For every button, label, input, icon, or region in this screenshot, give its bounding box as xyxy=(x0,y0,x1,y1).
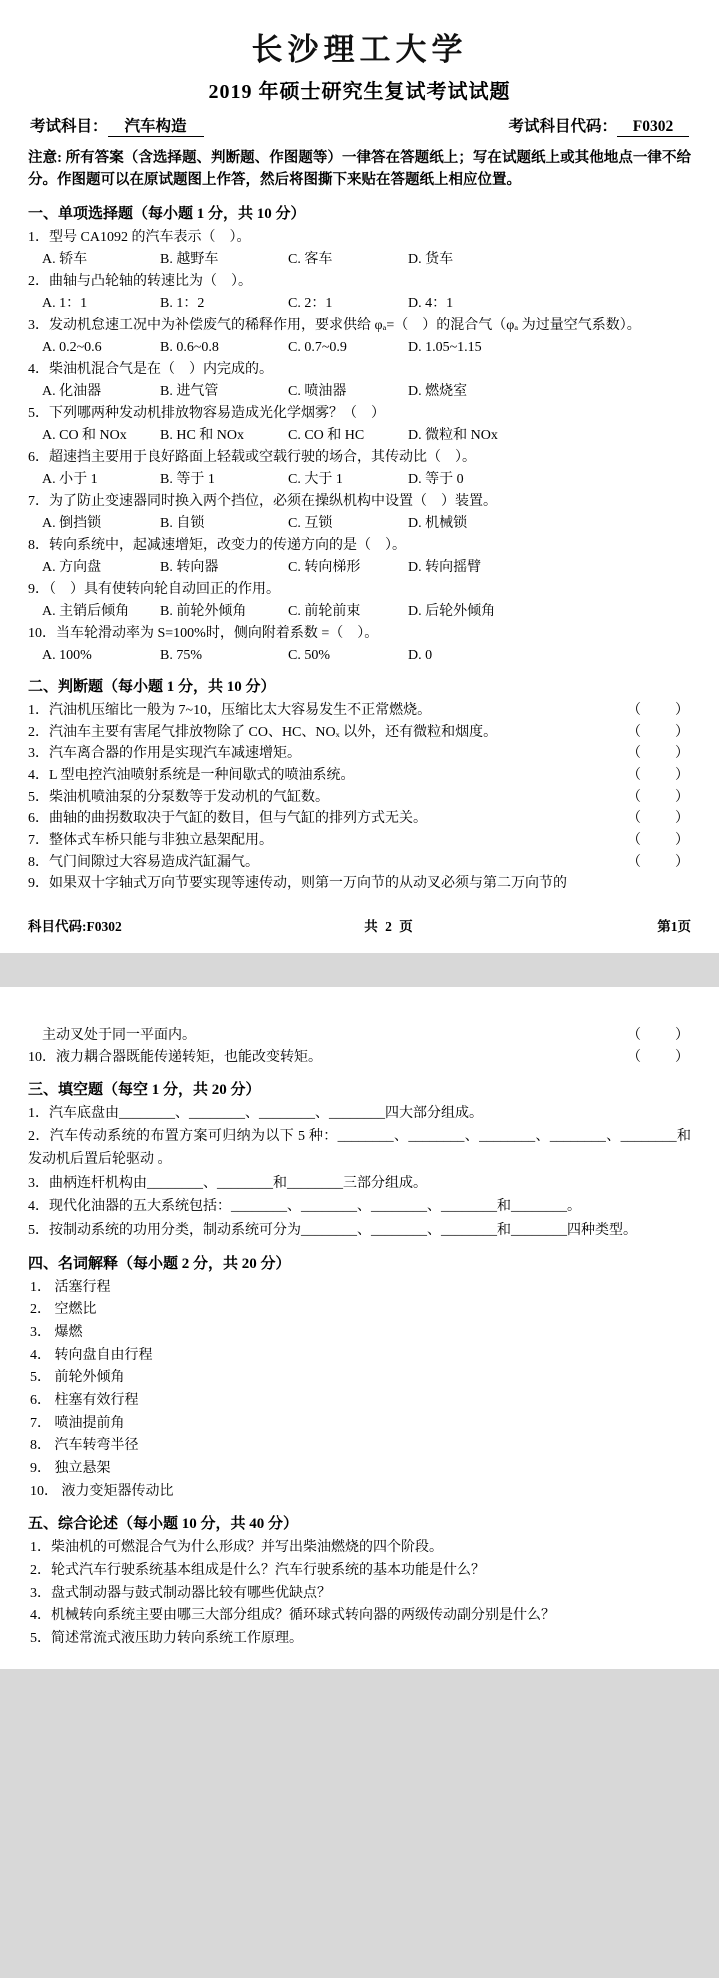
tf-answer-box: （ ） xyxy=(627,833,691,849)
term-item: 7． 喷油提前角 xyxy=(30,1415,125,1431)
section-3-title: 三、填空题（每空 1 分，共 20 分） xyxy=(28,1081,261,1098)
code-value: F0302 xyxy=(617,118,689,137)
tf-text: 5．柴油机喷油泵的分泵数等于发动机的气缸数。 xyxy=(28,789,329,805)
option-c: C. 前轮前束 xyxy=(288,603,361,619)
mcq-item xyxy=(28,535,691,578)
tf-item xyxy=(28,852,691,874)
subject-row xyxy=(30,114,689,137)
option-a: A. 轿车 xyxy=(42,251,88,267)
question-stem: 7．为了防止变速器同时换入两个挡位，必须在操纵机构中设置（ ）装置。 xyxy=(28,493,497,509)
term-item: 3． 爆燃 xyxy=(30,1324,83,1340)
tf-text: 9．如果双十字轴式万向节要实现等速传动，则第一万向节的从动叉必须与第二万向节的 xyxy=(28,876,567,892)
option-b: B. HC 和 NOx xyxy=(160,427,245,443)
option-row xyxy=(42,601,691,622)
tf-answer-box: （ ） xyxy=(627,1049,691,1065)
option-b: B. 自锁 xyxy=(160,515,205,531)
subject-value: 汽车构造 xyxy=(108,114,204,137)
tf-text: 7．整体式车桥只能与非独立悬架配用。 xyxy=(28,833,273,849)
option-d: D. 等于 0 xyxy=(408,471,464,487)
mcq-list xyxy=(28,227,691,666)
section-4-title: 四、名词解释（每小题 2 分，共 20 分） xyxy=(28,1255,291,1272)
mcq-item xyxy=(28,623,691,666)
term-item: 5． 前轮外倾角 xyxy=(30,1370,125,1386)
exam-page-2 xyxy=(0,987,719,1668)
tf-item xyxy=(28,873,691,895)
option-b: B. 75% xyxy=(160,647,202,663)
page-footer xyxy=(28,909,691,935)
option-a: A. 1：1 xyxy=(42,295,88,311)
mcq-item xyxy=(28,447,691,490)
option-c: C. 互锁 xyxy=(288,515,333,531)
question-stem: 8．转向系统中，起减速增矩，改变力的传递方向的是（ ）。 xyxy=(28,537,406,553)
term-item: 2． 空燃比 xyxy=(30,1302,97,1318)
fill-item: 5．按制动系统的功用分类，制动系统可分为________、________、________和________四种类型。 xyxy=(28,1222,637,1238)
question-stem: 1．型号 CA1092 的汽车表示（ ）。 xyxy=(28,229,251,245)
option-a: A. 倒挡锁 xyxy=(42,515,102,531)
section-1-title: 一、单项选择题（每小题 1 分，共 10 分） xyxy=(28,205,306,222)
option-a: A. 100% xyxy=(42,647,92,663)
question-stem: 6．超速挡主要用于良好路面上轻载或空载行驶的场合，其传动比（ ）。 xyxy=(28,449,476,465)
page-separator xyxy=(0,953,719,987)
essay-item: 2．轮式汽车行驶系统基本组成是什么？汽车行驶系统的基本功能是什么？ xyxy=(30,1562,485,1578)
mcq-item xyxy=(28,359,691,402)
option-b: B. 等于 1 xyxy=(160,471,215,487)
term-item: 9． 独立悬架 xyxy=(30,1460,111,1476)
tf-answer-box: （ ） xyxy=(627,1028,691,1044)
option-a: A. CO 和 NOx xyxy=(42,427,127,443)
university-name: 长沙理工大学 xyxy=(251,32,468,68)
essay-list xyxy=(28,1537,691,1650)
option-a: A. 化油器 xyxy=(42,383,102,399)
tf-item xyxy=(28,1047,691,1069)
option-row xyxy=(42,337,691,358)
option-c: C. 0.7~0.9 xyxy=(288,339,347,355)
option-d: D. 4：1 xyxy=(408,295,454,311)
essay-item: 3．盘式制动器与鼓式制动器比较有哪些优缺点？ xyxy=(30,1585,331,1601)
option-b: B. 前轮外倾角 xyxy=(160,603,247,619)
mcq-item xyxy=(28,403,691,446)
tf-item xyxy=(28,700,691,722)
option-row xyxy=(42,469,691,490)
tf-text: 1．汽油机压缩比一般为 7~10，压缩比太大容易发生不正常燃烧。 xyxy=(28,702,432,718)
option-a: A. 方向盘 xyxy=(42,559,102,575)
tf-text: 2．汽油车主要有害尾气排放物除了 CO、HC、NOₓ 以外，还有微粒和烟度。 xyxy=(28,724,498,740)
question-stem: 4．柴油机混合气是在（ ）内完成的。 xyxy=(28,361,273,377)
tf-continuation-text: 主动叉处于同一平面内。 xyxy=(42,1028,196,1044)
option-d: D. 0 xyxy=(408,647,433,663)
code-label: 考试科目代码： xyxy=(508,118,617,135)
footer-total-pages: 共 2 页 xyxy=(364,919,415,935)
option-d: D. 转向摇臂 xyxy=(408,559,482,575)
mcq-item xyxy=(28,579,691,622)
tf-item xyxy=(28,787,691,809)
option-b: B. 越野车 xyxy=(160,251,219,267)
option-row xyxy=(42,557,691,578)
option-d: D. 微粒和 NOx xyxy=(408,427,498,443)
option-c: C. 大于 1 xyxy=(288,471,343,487)
section-5-title: 五、综合论述（每小题 10 分，共 40 分） xyxy=(28,1516,299,1533)
fill-blank-list xyxy=(28,1103,691,1243)
term-item: 4． 转向盘自由行程 xyxy=(30,1347,153,1363)
mcq-item xyxy=(28,227,691,270)
term-item: 10． 液力变矩器传动比 xyxy=(30,1483,174,1499)
tf-answer-box: （ ） xyxy=(627,702,691,718)
section-2-title: 二、判断题（每小题 1 分，共 10 分） xyxy=(28,678,276,695)
mcq-item xyxy=(28,315,691,358)
essay-item: 4．机械转向系统主要由哪三大部分组成？循环球式转向器的两级传动副分别是什么？ xyxy=(30,1608,555,1624)
option-c: C. 转向梯形 xyxy=(288,559,361,575)
option-row xyxy=(42,645,691,666)
tf-answer-box: （ ） xyxy=(627,789,691,805)
question-stem: 3．发动机怠速工况中为补偿废气的稀释作用，要求供给 φₐ=（ ）的混合气（φₐ 为过量空气系数）。 xyxy=(28,317,641,333)
fill-item: 4．现代化油器的五大系统包括：________、________、________、________和________。 xyxy=(28,1199,581,1215)
tf-text: 4．L 型电控汽油喷射系统是一种间歇式的喷油系统。 xyxy=(28,768,355,783)
option-c: C. 喷油器 xyxy=(288,383,347,399)
tf-text: 10．液力耦合器既能传递转矩，也能改变转矩。 xyxy=(28,1049,322,1065)
tf-text: 8．气门间隙过大容易造成汽缸漏气。 xyxy=(28,854,259,870)
notice-text: 注意: 所有答案（含选择题、判断题、作图题等）一律答在答题纸上；写在试题纸上或其他地点一律不给分。作图题可以在原试题图上作答，然后将图撕下来贴在答题纸上相应位置。 xyxy=(28,150,691,189)
tf-item xyxy=(28,808,691,830)
essay-item: 5．简述常流式液压助力转向系统工作原理。 xyxy=(30,1630,303,1646)
option-row xyxy=(42,381,691,402)
true-false-list xyxy=(28,700,691,895)
code-field xyxy=(508,114,689,137)
option-a: A. 主销后倾角 xyxy=(42,603,130,619)
option-d: D. 机械锁 xyxy=(408,515,468,531)
option-row xyxy=(42,249,691,270)
question-stem: 9．（ ）具有使转向轮自动回正的作用。 xyxy=(28,581,280,597)
option-b: B. 0.6~0.8 xyxy=(160,339,219,355)
option-row xyxy=(42,513,691,534)
tf-text: 6．曲轴的曲拐数取决于气缸的数目，但与气缸的排列方式无关。 xyxy=(28,811,427,827)
option-c: C. 50% xyxy=(288,647,330,663)
tf-item xyxy=(28,722,691,744)
tf-item xyxy=(28,765,691,787)
option-b: B. 进气管 xyxy=(160,383,219,399)
term-list xyxy=(28,1277,691,1504)
subject-field xyxy=(30,114,204,137)
option-d: D. 货车 xyxy=(408,251,454,267)
option-b: B. 转向器 xyxy=(160,559,219,575)
mcq-item xyxy=(28,491,691,534)
fill-item: 2．汽车传动系统的布置方案可归纳为以下 5 种：________、________、________、________、________和发动机后置后轮驱动 。 xyxy=(28,1129,691,1167)
tf-answer-box: （ ） xyxy=(627,768,691,783)
fill-item: 3．曲柄连杆机构由________、________和________三部分组成。 xyxy=(28,1175,427,1191)
tf-answer-box: （ ） xyxy=(627,724,691,740)
option-d: D. 后轮外倾角 xyxy=(408,603,496,619)
mcq-item xyxy=(28,271,691,314)
question-stem: 5．下列哪两种发动机排放物容易造成光化学烟雾？（ ） xyxy=(28,405,385,421)
footer-page-number: 第1页 xyxy=(657,919,691,935)
page-title: 2019 年硕士研究生复试考试试题 xyxy=(208,81,511,103)
tf-answer-box: （ ） xyxy=(627,746,691,762)
option-a: A. 0.2~0.6 xyxy=(42,339,102,355)
tf-text: 3．汽车离合器的作用是实现汽车减速增矩。 xyxy=(28,746,301,762)
exam-page-1 xyxy=(0,0,719,953)
option-row xyxy=(42,425,691,446)
question-stem: 2．曲轴与凸轮轴的转速比为（ ）。 xyxy=(28,273,252,289)
term-item: 8． 汽车转弯半径 xyxy=(30,1438,139,1454)
tf-item xyxy=(28,743,691,765)
option-c: C. CO 和 HC xyxy=(288,427,365,443)
tf-answer-box: （ ） xyxy=(627,811,691,827)
option-d: D. 1.05~1.15 xyxy=(408,339,482,355)
option-c: C. 2：1 xyxy=(288,295,333,311)
tf-answer-box: （ ） xyxy=(627,854,691,870)
fill-item: 1．汽车底盘由________、________、________、________四大部分组成。 xyxy=(28,1105,483,1121)
subject-label: 考试科目： xyxy=(30,118,108,135)
term-item: 1． 活塞行程 xyxy=(30,1279,111,1295)
option-d: D. 燃烧室 xyxy=(408,383,468,399)
term-item: 6． 柱塞有效行程 xyxy=(30,1392,139,1408)
tf-item xyxy=(28,830,691,852)
tf-continuation xyxy=(28,1025,691,1047)
option-b: B. 1：2 xyxy=(160,295,205,311)
option-row xyxy=(42,293,691,314)
question-stem: 10．当车轮滑动率为 S=100%时，侧向附着系数 =（ ）。 xyxy=(28,625,379,641)
option-a: A. 小于 1 xyxy=(42,471,98,487)
essay-item: 1．柴油机的可燃混合气为什么形成？并写出柴油燃烧的四个阶段。 xyxy=(30,1540,443,1556)
option-c: C. 客车 xyxy=(288,251,333,267)
footer-subject-code: 科目代码:F0302 xyxy=(28,919,122,935)
